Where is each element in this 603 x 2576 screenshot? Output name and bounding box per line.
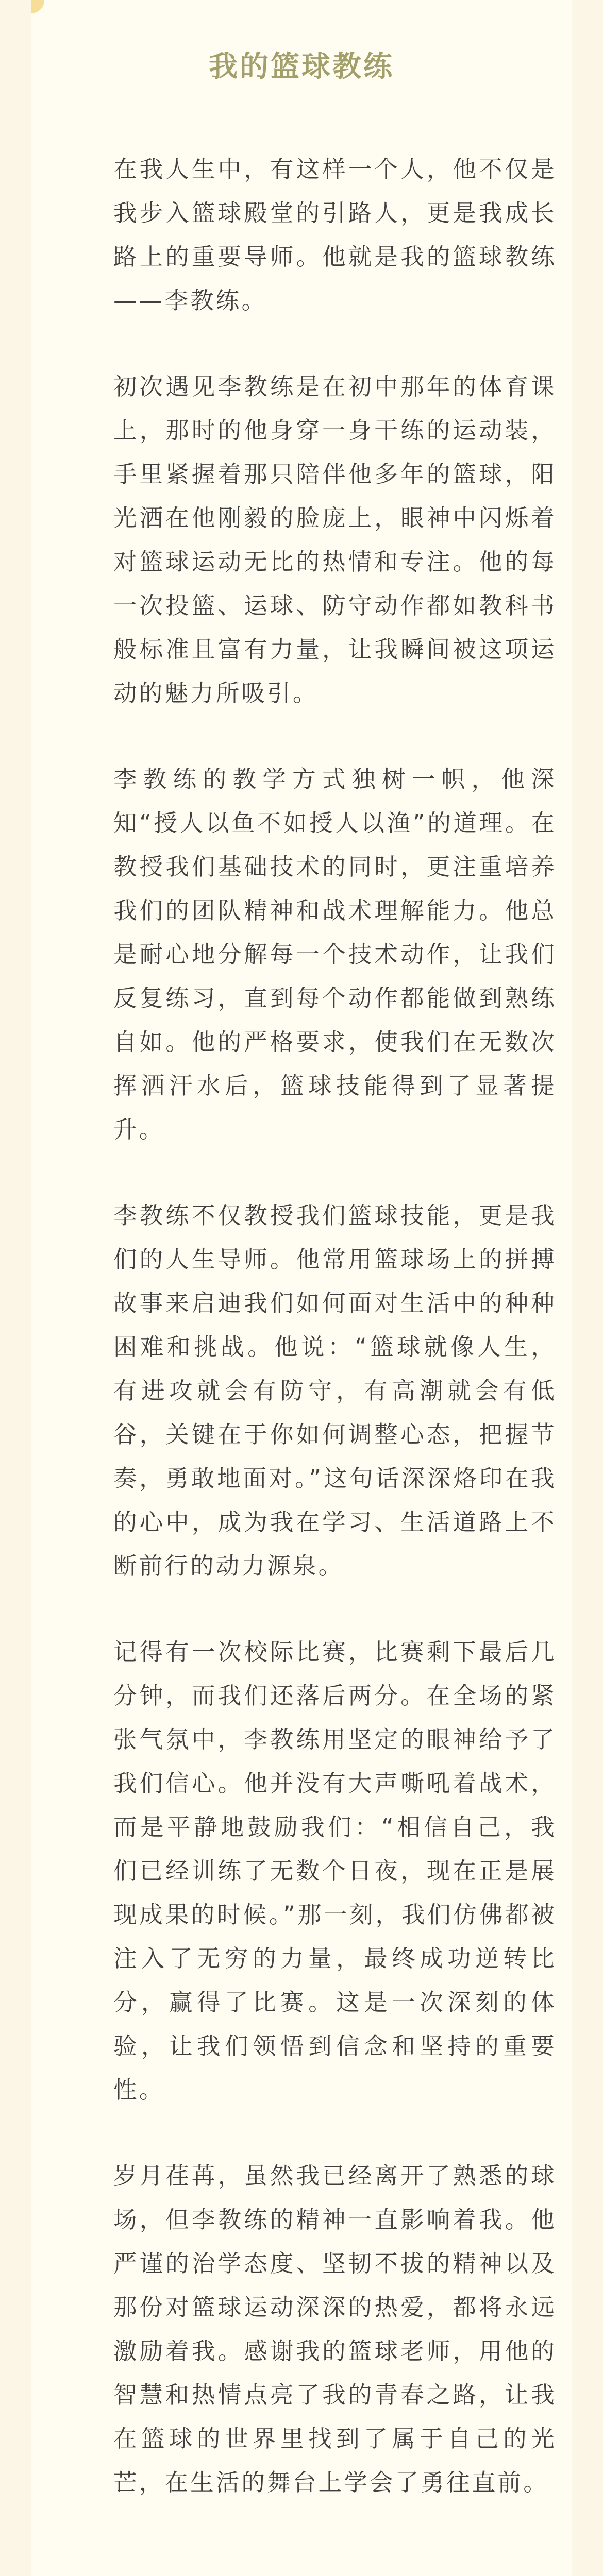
article-card [31,0,572,2576]
article-title: 我的篮球教练 [209,50,394,83]
paragraph: 李教练的教学方式独树一帜，他深知“授人以鱼不如授人以渔”的道理。在教授我们基础技术的同时，更注重培养我们的团队精神和战术理解能力。他总是耐心地分解每一个技术动作，让我们反复练习，直到每个动作都能做到熟练自如。他的严格要求，使我们在无数次挥洒汗水后，篮球技能得到了显著提升。 [113,766,557,1143]
paragraph: 李教练不仅教授我们篮球技能，更是我们的人生导师。他常用篮球场上的拼搏故事来启迪我们如何面对生活中的种种困难和挑战。他说：“篮球就像人生，有进攻就会有防守，有高潮就会有低谷，关键在于你如何调整心态，把握节奏，勇敢地面对。”这句话深深烙印在我的心中，成为我在学习、生活道路上不断前行的动力源泉。 [113,1202,557,1580]
paragraph: 在我人生中，有这样一个人，他不仅是我步入篮球殿堂的引路人，更是我成长路上的重要导师。他就是我的篮球教练——李教练。 [113,156,557,314]
corner-tab-icon [31,0,44,13]
paragraph: 初次遇见李教练是在初中那年的体育课上，那时的他身穿一身干练的运动装，手里紧握着那只陪伴他多年的篮球，阳光洒在他刚毅的脸庞上，眼神中闪烁着对篮球运动无比的热情和专注。他的每一次投篮、运球、防守动作都如教科书般标准且富有力量，让我瞬间被这项运动的魅力所吸引。 [113,373,557,707]
paragraph: 岁月荏苒，虽然我已经离开了熟悉的球场，但李教练的精神一直影响着我。他严谨的治学态度、坚韧不拔的精神以及那份对篮球运动深深的热爱，都将永远激励着我。感谢我的篮球老师，用他的智慧和热情点亮了我的青春之路，让我在篮球的世界里找到了属于自己的光芒，在生活的舞台上学会了勇往直前。 [113,2162,557,2496]
paragraph: 记得有一次校际比赛，比赛剩下最后几分钟，而我们还落后两分。在全场的紧张气氛中，李教练用坚定的眼神给予了我们信心。他并没有大声嘶吼着战术，而是平静地鼓励我们：“相信自己，我们已经训练了无数个日夜，现在正是展现成果的时候。”那一刻，我们仿佛都被注入了无穷的力量，最终成功逆转比分，赢得了比赛。这是一次深刻的体验，让我们领悟到信念和坚持的重要性。 [113,1638,557,2104]
article-body [113,147,557,2547]
